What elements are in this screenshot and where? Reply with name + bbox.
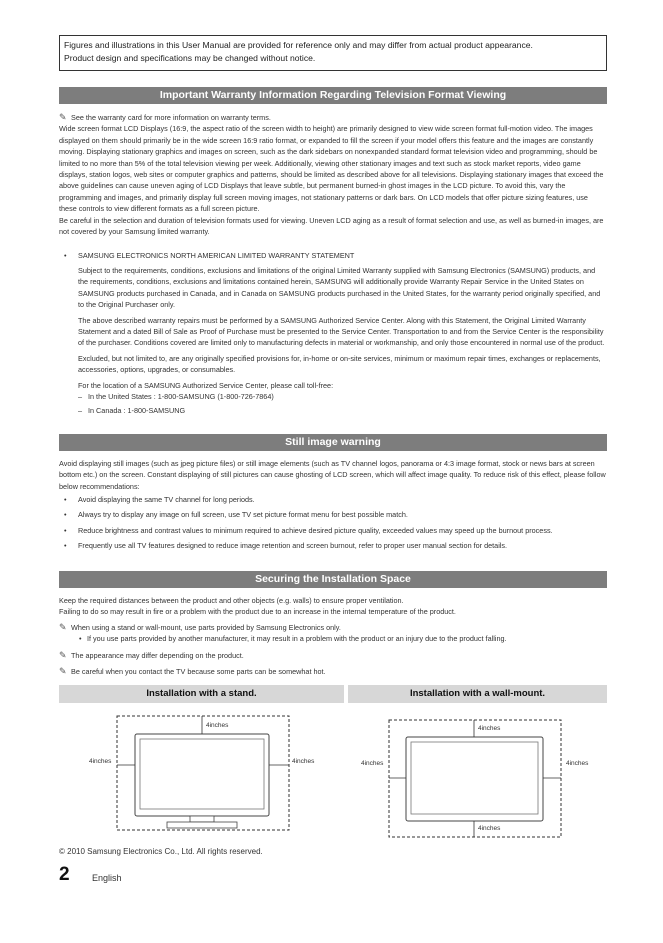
bullet-dot: • [64,525,67,535]
top-distance-label: 4inches [478,725,501,732]
still-bullet-1: Avoid displaying the same TV channel for long periods. [78,495,255,504]
disclaimer-box [59,35,607,71]
install-heading: Securing the Installation Space [59,571,607,588]
warranty-sub-4: For the location of a SAMSUNG Authorized Service Center, please call toll-free: [78,380,334,390]
dash-mark: – [78,406,83,416]
still-image-bullets [64,494,607,552]
left-distance-label: 4inches [89,758,112,765]
tv-stand-base [167,822,237,828]
note-pencil-icon: ✎ [59,649,67,660]
still-image-body [59,458,607,492]
still-bullet-3: Reduce brightness and contrast values to minimum required to achieve desired picture quality, exceeded values may speed up the burnout process. [78,525,553,535]
right-distance-label: 4inches [292,758,315,765]
install-line-1: Keep the required distances between the product and other objects (e.g. walls) to ensure proper ventilation. [59,596,404,605]
note-pencil-icon: ✎ [59,621,67,632]
tv-stand-neck [190,816,214,822]
disclaimer-line-2: Product design and specifications may be changed without notice. [64,53,316,63]
still-image-heading: Still image warning [59,434,607,451]
warranty-sub-2: The above described warranty repairs must be performed by a SAMSUNG Authorized Service Center. Along with this Statement, the Original Limited Warranty Statement and a dated Bill of Sale as Proof of Purchase must be presented to the Service Center. Transportation to and from the Service Center is the responsibility of the purchaser. Conditions covered are limited only to manufacturing defects in material or workmanship, and only those encountered in normal use of the product. [78,315,605,348]
note-pencil-icon: ✎ [59,666,67,677]
still-image-para: Avoid displaying still images (such as jpeg picture files) or still image elements (such as TV channel logos, panorama or 4:3 image format, stock or news bars at screen bottom etc.) on the screen. Constant displaying of still pictures can cause ghosting of LCD screen, which will affect image quality. To reduce risk of this effect, please follow below recommendations: [59,459,606,491]
install-note-1-sub: If you use parts provided by another manufacturer, it may result in a problem with the product or an injury due to the product falling. [87,634,507,644]
wall-installation-diagram [348,708,607,840]
page-number: 2 [59,864,70,885]
still-bullet-4: Frequently use all TV features designed to reduce image retention and screen burnout, refer to proper user manual section for details. [78,541,508,551]
warranty-bullet-text: SAMSUNG ELECTRONICS NORTH AMERICAN LIMITED WARRANTY STATEMENT [78,251,355,260]
warranty-sub-1: Subject to the requirements, conditions, exclusions and limitations of the original Limited Warranty supplied with Samsung Electronics (SAMSUNG) products, and the requirements, conditions, exclusions and limitations contained herein, SAMSUNG will additionally provide Warranty Repair Service in the United States on SAMSUNG products purchased in Canada, and in Canada on SAMSUNG products purchased in the United States, for the warranty period originally specified, and to the Original Purchaser only. [78,266,601,310]
warranty-statement-bullet [64,250,607,261]
warranty-statement-body [78,265,607,417]
install-note-1: When using a stand or wall-mount, use parts provided by Samsung Electronics only. [71,622,341,632]
copyright-text: © 2010 Samsung Electronics Co., Ltd. All rights reserved. [59,847,263,856]
warranty-para-2: Be careful in the selection and duration of television formats used for viewing. Uneven LCD aging as a result of format selection and use, as well as burned-in images, are not covered by your Samsung limited warranty. [59,215,604,237]
stand-installation-diagram [59,708,344,838]
bullet-dot: • [64,495,67,504]
note-pencil-icon: ✎ [59,112,67,122]
page-language: English [92,873,122,883]
install-body [59,595,607,677]
tv-frame [135,734,269,816]
bottom-distance-label: 4inches [478,825,501,832]
left-distance-label: 4inches [361,760,384,767]
tv-frame [406,737,543,821]
still-bullet-2: Always try to display any image on full screen, use TV set picture format menu for best possible match. [78,510,408,520]
bullet-dot: • [64,510,67,520]
right-distance-label: 4inches [566,760,589,767]
phone-us: In the United States : 1-800-SAMSUNG (1-800-726-7864) [88,392,274,402]
warranty-note: See the warranty card for more information on warranty terms. [71,113,271,122]
warranty-para-1: Wide screen format LCD Displays (16:9, the aspect ratio of the screen width to height) are primarily designed to view wide screen format full-motion video. The images displayed on them should primarily be in the wide screen 16:9 ratio format, or expanded to fill the screen if your model offers this feature and the images are constantly moving. Displaying stationary graphics and images on screen, such as the dark sidebars on nonexpanded standard format television video and programming, should be limited to no more than 5% of the total television viewing per week. Additionally, viewing other stationary images and text such as stock market reports, video game displays, station logos, web sites or computer graphics and patterns, should be limited as described above for all televisions. Displaying stationary images that exceed the above guidelines can cause uneven aging of LCD Displays that leave subtle, but permanent burned-in ghost images in the LCD picture. To avoid this, vary the programming and images, and primarily display full screen moving images, not stationary patterns or dark bars. On LCD models that offer picture sizing features, use these controls to view different formats as a full screen picture. [59,124,604,214]
install-note-3: Be careful when you contact the TV because some parts can be somewhat hot. [71,667,326,677]
stand-install-label: Installation with a stand. [59,685,344,703]
dash-mark: – [78,392,83,402]
install-note-2: The appearance may differ depending on the product. [71,650,244,660]
warranty-heading: Important Warranty Information Regarding Television Format Viewing [59,87,607,104]
disclaimer-line-1: Figures and illustrations in this User Manual are provided for reference only and may differ from actual product appearance. [64,40,533,50]
install-line-2: Failing to do so may result in fire or a problem with the product due to an increase in the internal temperature of the product. [59,607,456,617]
top-distance-label: 4inches [206,722,229,729]
wall-install-label: Installation with a wall-mount. [348,685,607,703]
warranty-sub-3: Excluded, but not limited to, are any originally specified provisions for, in-home or on-site services, minimum or maximum repair times, exchanges or replacements, accessories, options, upgrades, or consumables. [78,353,601,375]
bullet-dot: • [64,541,67,551]
phone-canada: In Canada : 1-800-SAMSUNG [88,406,186,416]
warranty-body [59,112,607,237]
bullet-dot: • [64,251,67,260]
bullet-dot: • [79,634,82,644]
